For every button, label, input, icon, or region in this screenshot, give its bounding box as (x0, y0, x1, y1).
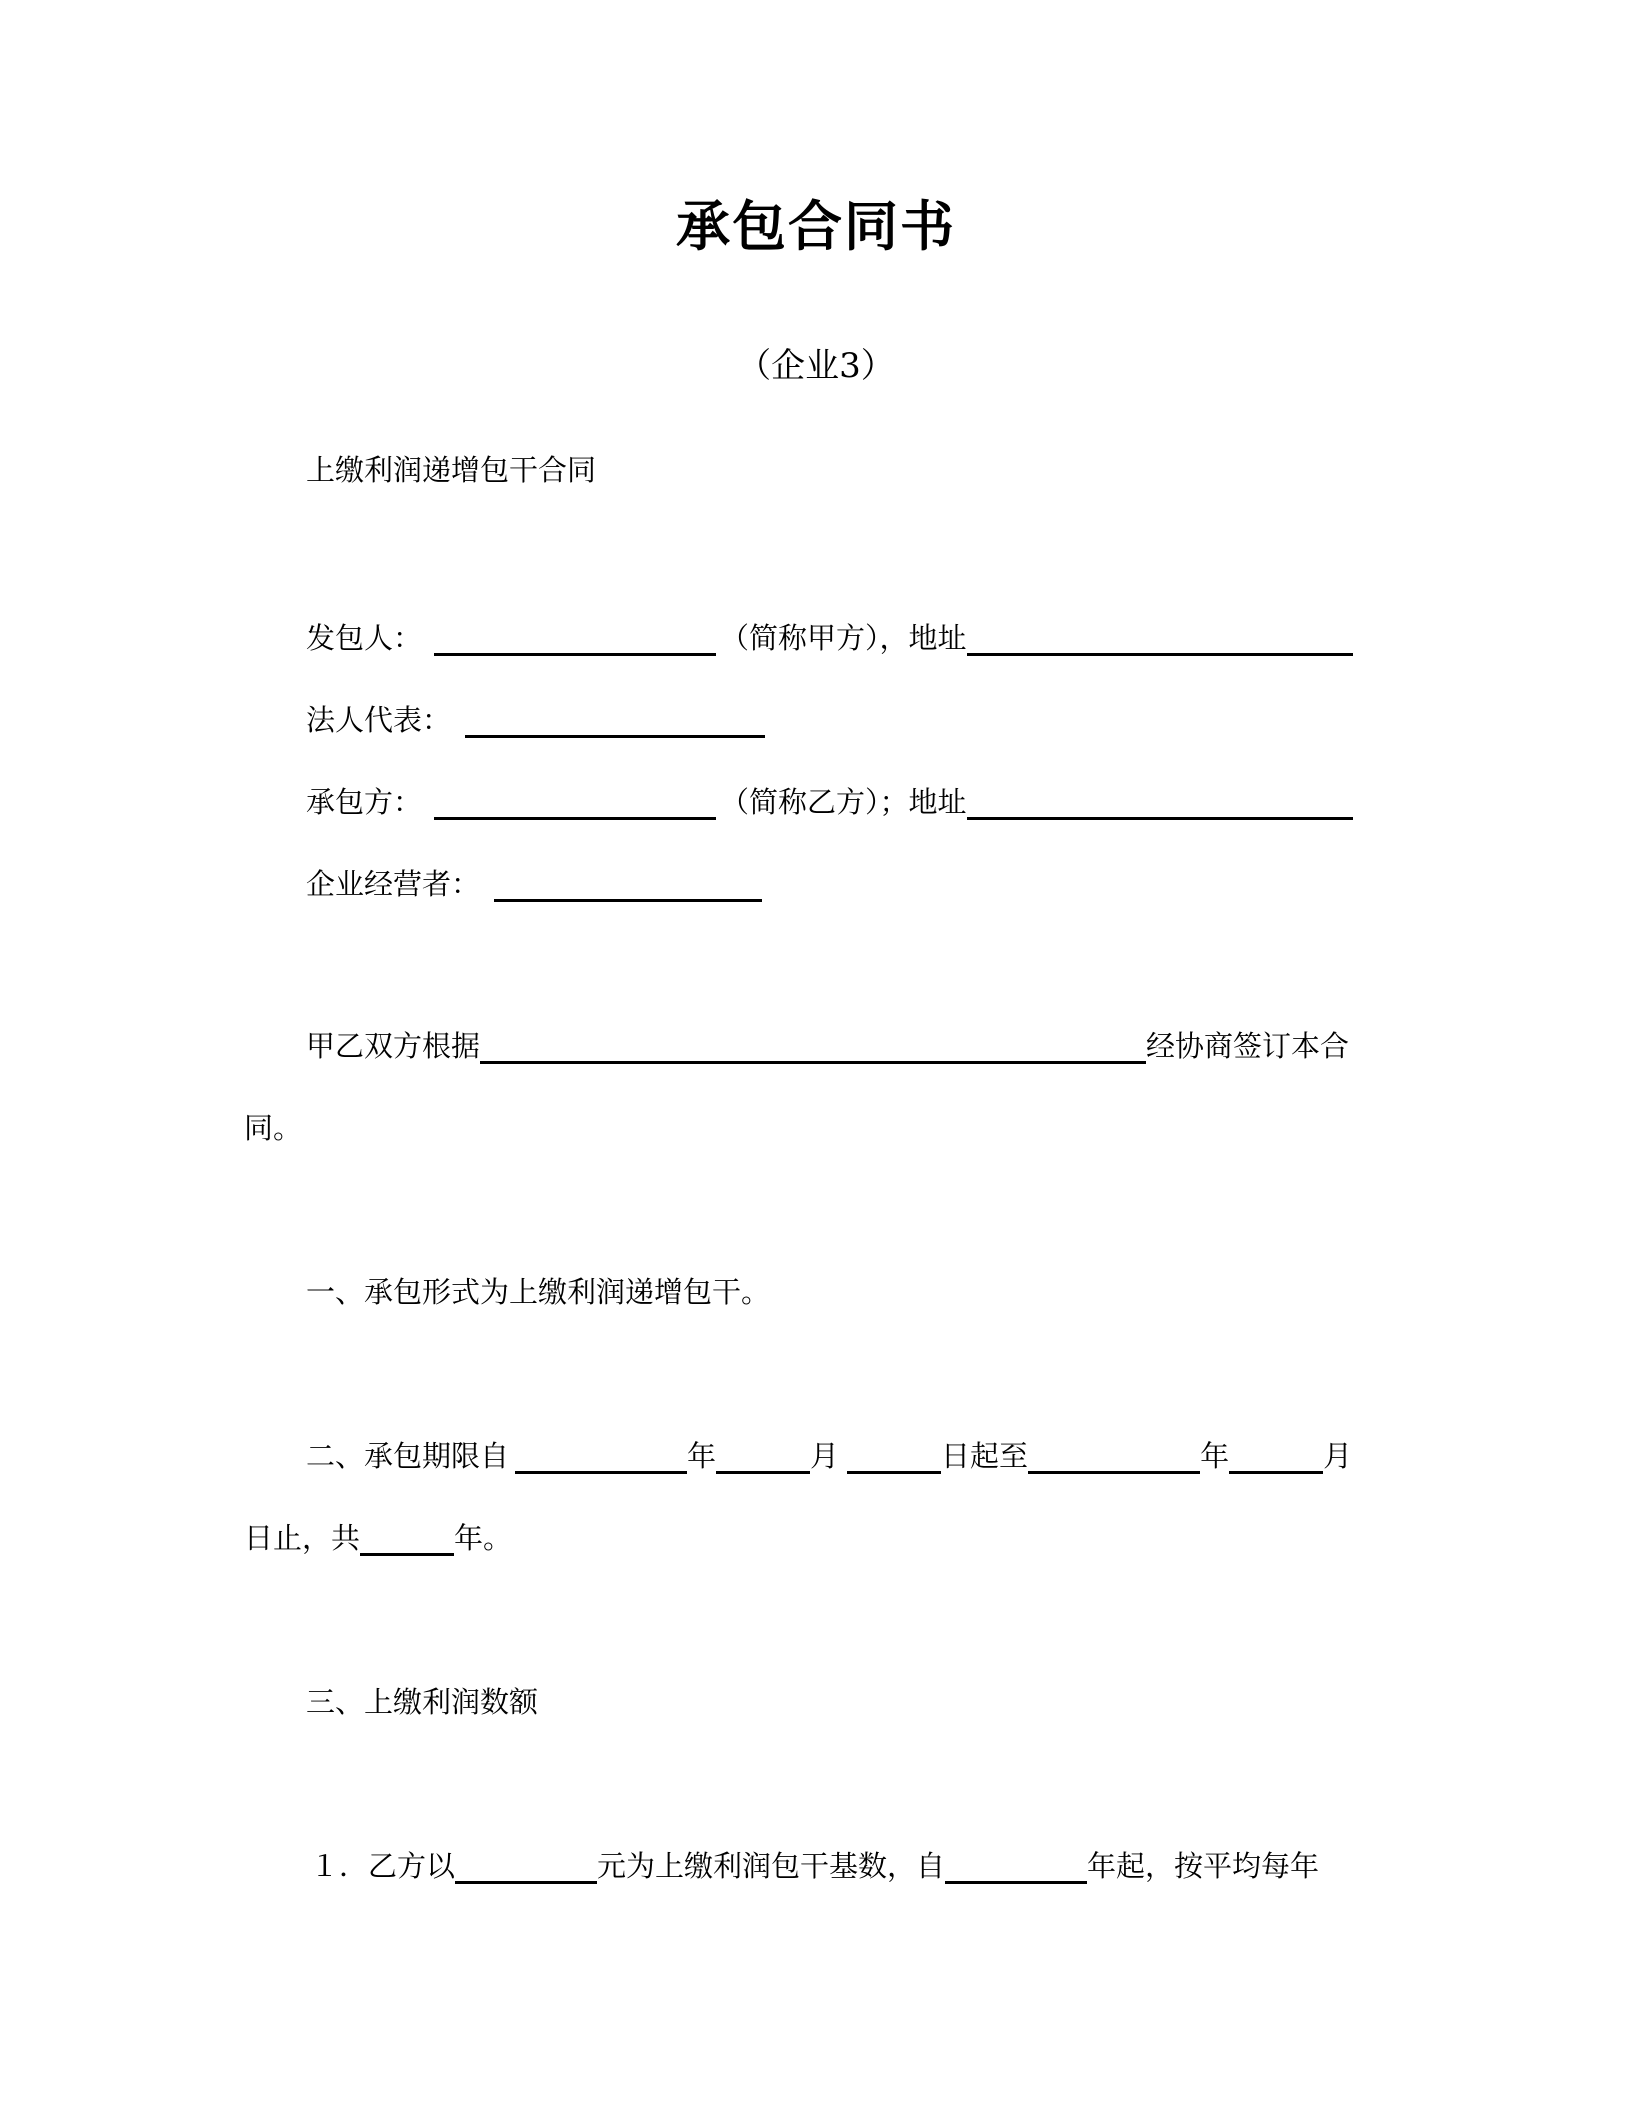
preamble-basis-field[interactable] (480, 1027, 1146, 1064)
legal-rep-field[interactable] (465, 701, 765, 738)
issuer-address-field[interactable] (967, 619, 1353, 656)
issuer-name-field[interactable] (434, 619, 716, 656)
contractor-address-field[interactable] (967, 783, 1353, 820)
item-one-start: １．乙方以 (310, 1849, 456, 1883)
preamble-continuation (244, 1108, 302, 1148)
contractor-name-field[interactable] (434, 783, 716, 820)
start-day-field[interactable] (847, 1437, 941, 1474)
contract-type (306, 450, 596, 490)
contractor-abbr-label: （简称乙方）；地址 (720, 785, 967, 819)
clause-three-item-one (310, 1846, 1319, 1886)
issuer-row (306, 618, 1353, 658)
clause-two-year2: 年 (1200, 1439, 1230, 1473)
item-one-end: 年起，按平均每年 (1087, 1849, 1320, 1883)
clause-two-cont-end: 年。 (454, 1521, 513, 1555)
clause-one (306, 1272, 770, 1312)
end-month-field[interactable] (1229, 1437, 1323, 1474)
clause-two-month1: 月 (810, 1439, 840, 1473)
end-year-field[interactable] (1028, 1437, 1200, 1474)
clause-one-text: 一、承包形式为上缴利润递增包干。 (306, 1275, 771, 1309)
clause-two-row (306, 1436, 1352, 1476)
legal-rep-row (306, 700, 765, 740)
legal-rep-label: 法人代表： (306, 703, 452, 737)
preamble-row (306, 1026, 1349, 1066)
clause-three-heading (306, 1682, 538, 1722)
total-years-field[interactable] (360, 1519, 454, 1556)
clause-two-start: 二、承包期限自 (306, 1439, 510, 1473)
clause-two-cont-start: 日止，共 (244, 1521, 361, 1555)
start-month-field[interactable] (716, 1437, 810, 1474)
base-amount-field[interactable] (455, 1847, 597, 1884)
clause-two-month2: 月 (1323, 1439, 1353, 1473)
operator-field[interactable] (494, 865, 762, 902)
issuer-label: 发包人： (306, 621, 423, 655)
base-start-year-field[interactable] (945, 1847, 1087, 1884)
operator-row (306, 864, 762, 904)
preamble-end: 经协商签订本合 (1146, 1029, 1350, 1063)
clause-two-year1: 年 (687, 1439, 717, 1473)
start-year-field[interactable] (515, 1437, 687, 1474)
clause-two-continuation (244, 1518, 512, 1558)
contractor-label: 承包方： (306, 785, 423, 819)
contractor-row (306, 782, 1353, 822)
preamble-continuation-text: 同。 (244, 1111, 303, 1145)
contract-type-text: 上缴利润递增包干合同 (306, 453, 597, 487)
document-subtitle: （企业3） (737, 346, 895, 386)
preamble-start: 甲乙双方根据 (306, 1029, 481, 1063)
clause-two-day-from: 日起至 (941, 1439, 1029, 1473)
clause-three-heading-text: 三、上缴利润数额 (306, 1685, 539, 1719)
document-title: 承包合同书 (676, 195, 956, 258)
issuer-abbr-label: （简称甲方），地址 (720, 621, 967, 655)
item-one-mid: 元为上缴利润包干基数，自 (597, 1849, 946, 1883)
operator-label: 企业经营者： (306, 867, 481, 901)
